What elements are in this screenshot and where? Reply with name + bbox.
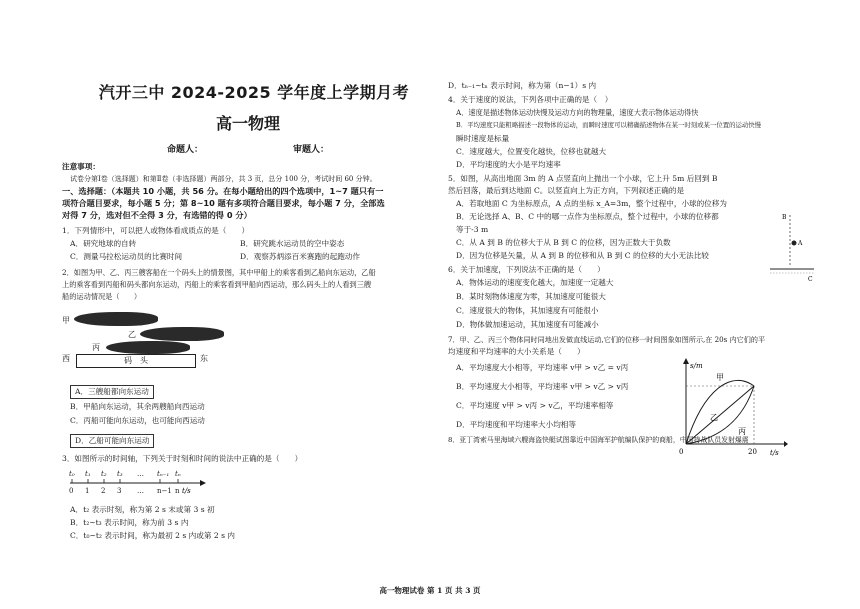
graph-origin: 0	[679, 448, 684, 456]
page-footer: 高一物理试卷 第 1 页 共 3 页	[379, 586, 481, 595]
q2-option-d: D．乙船可能向东运动	[70, 434, 154, 448]
q5-figure	[768, 209, 820, 283]
timeline-top-label: t₀	[69, 470, 75, 478]
q2-option-b: B．甲船向东运动，其余两艘船向西运动	[70, 402, 205, 411]
question-3	[62, 453, 434, 542]
q7-displacement-graph	[676, 358, 788, 458]
q7-option-d: D．平均速度和平均速率大小均相等	[456, 420, 576, 429]
ship-yi-label: 乙	[128, 330, 136, 339]
q8-stem: 8．亚丁湾索马里海域六艘海盗快艇试图靠近中国海军护航编队保护的商船，中国特战队员发射爆震	[448, 436, 749, 444]
west-label: 西	[62, 354, 70, 363]
q3-option-a: A．t₂ 表示时刻，称为第 2 s 末或第 3 s 初	[70, 505, 215, 514]
left-column	[62, 80, 434, 542]
timeline-top-label: tₙ₋₁	[157, 470, 170, 478]
section1-line1: 一、选择题：（本题共 10 小题，共 56 分。在每小题给出的四个选项中，1~7 题只有一	[62, 186, 384, 196]
timeline-bottom-label: n−1	[157, 487, 172, 495]
timeline-top-label: t₂	[101, 470, 107, 478]
q6-option-d: D．物体做加速运动，其加速度有可能减小	[456, 320, 599, 329]
graph-label-jia: 甲	[716, 373, 724, 382]
q3-stem: 3．如图所示的时间轴，下列关于时刻和时间的说法中正确的是（ ）	[62, 454, 303, 463]
q7-option-b: B．平均速度大小相等，平均速率 v甲 > v乙 > v丙	[456, 382, 629, 391]
timeline-bottom-label: 0	[69, 487, 74, 495]
timeline-figure	[62, 467, 212, 497]
notice-text: 试卷分第Ⅰ卷（选择题）和第Ⅱ卷（非选择题）两部分，共 3 页，总分 100 分，考试时间 60 分钟。	[70, 175, 377, 183]
section1-line3: 对得 7 分，选对但不全得 3 分，有选错的得 0 分）	[62, 210, 252, 220]
q4-option-c: C．速度越大，位置变化越快，位移也就越大	[456, 147, 607, 156]
q5-point-a: A	[798, 240, 803, 247]
q5-stem-2: 然后回落，最后到达地面 C。以竖直向上为正方向，下列叙述正确的是	[448, 186, 685, 195]
section1-line2: 项符合题目要求，每小题 5 分；第 8~10 题有多项符合题目要求，每小题 7 分，全部选	[62, 198, 385, 208]
q2-stem-3: 船的运动情况是（ ）	[62, 292, 142, 301]
author-label: 命题人：	[166, 145, 203, 155]
q6-option-c: C．速度很大的物体，其加速度有可能很小	[456, 306, 599, 315]
timeline-top-label: t₃	[117, 470, 123, 478]
q1-option-c: C．测量马拉松运动员的比赛时间	[70, 252, 183, 261]
q5-option-a: A．若取地面 C 为坐标原点，A 点的坐标 x_A=3m，整个过程中，小球的位移为	[456, 199, 728, 208]
q5-point-b: B	[782, 214, 787, 221]
timeline-bottom-label: 2	[101, 487, 106, 495]
question-2	[62, 267, 434, 449]
q3-option-c: C．t₀~t₂ 表示时间，称为最初 2 s 内或第 2 s 内	[70, 531, 236, 540]
timeline-top-label: …	[137, 470, 144, 478]
q7-stem-1: 7．甲、乙、丙三个物体同时同地出发做直线运动,它们的位移一时间图象如图所示,在 20s 内它们的平	[448, 335, 766, 344]
q1-option-a: A．研究地球的自转	[70, 239, 137, 248]
q5-option-c: C．从 A 到 B 的位移大于从 B 到 C 的位移，因为正数大于负数	[456, 238, 671, 247]
q4-option-b: B．平均速度只能粗略描述一段物体的运动，而瞬时速度可以精确描述物体在某一时刻或某一位置的运动快慢	[456, 121, 762, 129]
timeline-unit: t/s	[182, 487, 191, 495]
ship-jia-label: 甲	[62, 316, 70, 325]
q3-option-b: B．t₂~t₃ 表示时间，称为前 3 s 内	[70, 518, 189, 527]
timeline-bottom-label: n	[175, 487, 180, 495]
graph-x-end: 20	[748, 448, 757, 456]
q3-option-d: D．tₙ₋₁~tₙ 表示时间，称为第（n−1）s 内	[448, 81, 597, 90]
q6-stem: 6．关于加速度，下列说法不正确的是（ ）	[448, 265, 605, 274]
q7-option-c: C．平均速度 v甲 > v丙 > v乙，平均速率相等	[456, 401, 614, 410]
ship-bing	[106, 341, 190, 354]
ship-yi	[140, 327, 224, 341]
east-label: 东	[200, 354, 208, 363]
exam-subject: 高一物理	[215, 114, 280, 133]
dock: 码 头	[76, 354, 196, 368]
graph-xlabel: t/s	[770, 449, 779, 457]
q1-stem: 1．下列情形中，可以把人或物体看成质点的是（ ）	[62, 226, 250, 235]
q7-option-a: A．平均速度大小相等，平均速率 v甲 > v乙 = v丙	[456, 363, 629, 372]
author-line	[62, 142, 434, 155]
q1-option-d: D．观察苏炳添百米赛跑的起跑动作	[240, 252, 360, 261]
graph-label-yi: 乙	[710, 413, 718, 422]
q4-stem: 4．关于速度的说法，下列各项中正确的是（ ）	[448, 95, 613, 104]
q2-option-a: A．三艘船都向东运动	[70, 385, 154, 399]
timeline-bottom-label: 1	[85, 487, 90, 495]
question-6	[448, 264, 820, 332]
timeline-bottom-label: …	[137, 487, 144, 495]
q2-stem-1: 2．如图为甲、乙、丙三艘客船在一个码头上的情景图，其中甲船上的乘客看到乙船向东运动，乙船	[62, 268, 376, 277]
q2-stem-2: 上的乘客看到丙船和码头都向东运动，丙船上的乘客看到甲船向西运动，那么码头上的人看到三艘	[62, 280, 372, 289]
timeline-top-label: tₙ	[175, 470, 181, 478]
q5-stem-1: 5．如图，从高出地面 3m 的 A 点竖直向上抛出一个小球，它上升 5m 后回到 B	[448, 174, 718, 183]
q5-option-b-cont: 等于-3 m	[456, 225, 489, 234]
q4-option-d: D．平均速度的大小是平均速率	[456, 160, 561, 169]
right-column	[448, 80, 820, 457]
ships-figure	[62, 307, 434, 377]
question-4	[448, 94, 820, 171]
q5-option-b: B．无论选择 A、B、C 中的哪一点作为坐标原点，整个过程中，小球的位移都	[456, 212, 719, 221]
timeline-arrow	[200, 480, 206, 486]
q4-option-b-cont: 瞬时速度是标量	[456, 134, 510, 143]
q5-option-d: D．因为位移是矢量，从 A 到 B 的位移和从 B 到 C 的位移的大小无法比较	[456, 251, 709, 260]
reviewer-label: 审题人：	[293, 145, 330, 155]
q2-option-c: C．丙船可能向东运动，也可能向西运动	[70, 416, 205, 425]
q1-option-b: B．研究跳水运动员的空中姿态	[240, 239, 345, 248]
graph-label-bing: 丙	[738, 427, 746, 436]
q5-ball	[792, 241, 797, 246]
question-1	[62, 225, 434, 263]
q6-option-b: B．某时刻物体速度为零，其加速度可能很大	[456, 292, 606, 301]
ship-bing-label: 丙	[92, 343, 100, 352]
q5-point-c: C	[808, 276, 813, 283]
exam-title: 汽开三中 2024-2025 学年度上学期月考	[98, 83, 410, 102]
timeline-top-label: t₁	[85, 470, 91, 478]
notice-label: 注意事项：	[62, 162, 100, 171]
q7-stem-2: 均速度和平均速率的大小关系是（ ）	[448, 347, 585, 356]
q6-option-a: A．物体运动的速度变化越大，加速度一定越大	[456, 278, 614, 287]
ship-jia	[74, 312, 158, 326]
graph-ylabel: s/m	[690, 362, 703, 370]
timeline-bottom-label: 3	[117, 487, 122, 495]
q4-option-a: A．速度是描述物体运动快慢及运动方向的物理量，速度大表示物体运动得快	[456, 108, 699, 117]
